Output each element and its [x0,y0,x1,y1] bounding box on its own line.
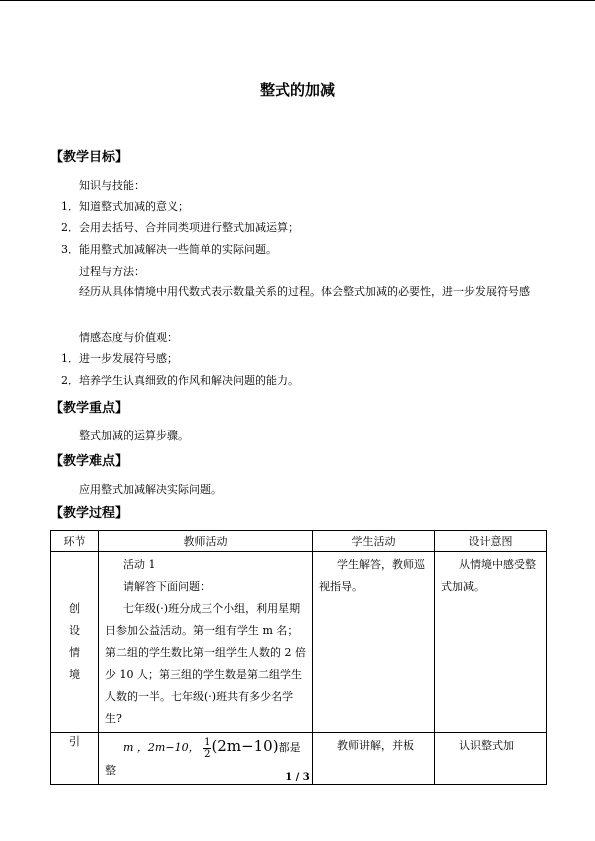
fraction-denominator: 2 [204,748,211,760]
goal-line: 1．知道整式加减的意义； [61,200,189,213]
expression-paren: (2m−10) [211,737,279,755]
goal-line: 1．进一步发展符号感； [61,352,178,365]
goal-line: 情感态度与价值观： [79,331,178,344]
header-student: 学生活动 [313,531,435,552]
fraction-numerator: 1 [204,736,211,748]
stage-char: 境 [69,668,80,681]
goal-paragraph: 经历从具体情境中用代数式表示数量关系的过程。体会整式加减的必要性，进一步发展符号感 [79,285,530,298]
section-heading-key-points: 【教学重点】 [50,401,129,416]
header-intent: 设计意图 [435,531,547,552]
difficulty-text: 应用整式加减解决实际问题。 [79,483,222,496]
stage-cell [51,552,99,733]
design-intent-text: 认识整式加 [459,739,514,752]
header-teacher: 教师活动 [99,531,313,552]
teacher-activity-cell [99,552,313,733]
section-heading-process: 【教学过程】 [50,506,129,521]
design-intent-cell [435,552,547,733]
activity-body: 七年级(·)班分成三个小组，利用星期日参加公益活动。第一组有学生 m 名；第二组的学生数比第一组学生人数的 2 倍少 10 人；第三组的学生数是第二组学生人数的一半。七年级(·)班共有多少名学生? [105,602,306,725]
student-activity-text: 教师讲解，并板 [337,739,414,752]
goal-line: 2．会用去括号、合并同类项进行整式加减运算； [61,221,299,234]
key-point-text: 整式加减的运算步骤。 [79,429,189,442]
expression-list: m ，2m−10， [123,741,200,754]
expression-suffix: 都是整 [105,741,301,777]
stage-char: 创 [69,602,80,615]
activity-title: 活动 1 [123,558,156,571]
header-stage: 环节 [51,531,99,552]
top-rule [0,0,595,1]
stage-char: 情 [69,646,80,659]
process-table [50,530,547,785]
page-title: 整式的加减 [259,81,335,99]
student-activity-cell [313,552,435,733]
table-row [51,552,547,733]
goal-line: 过程与方法： [79,265,145,278]
goal-line: 2．培养学生认真细致的作风和解决问题的能力。 [61,374,299,387]
section-heading-goals: 【教学目标】 [50,150,129,165]
table-header-row [51,531,547,552]
design-intent-text: 从情境中感受整式加减。 [441,558,536,593]
page-number: 1 / 3 [285,772,310,783]
student-activity-text: 学生解答，教师巡视指导。 [319,558,425,593]
section-heading-difficulties: 【教学难点】 [50,454,129,469]
stage-char: 设 [69,624,80,637]
goal-line: 3．能用整式加减解决一些简单的实际问题。 [61,243,277,256]
goal-line: 知识与技能： [79,179,145,192]
stage-cell: 引 [51,733,99,785]
activity-prompt: 请解答下面问题： [123,580,211,593]
